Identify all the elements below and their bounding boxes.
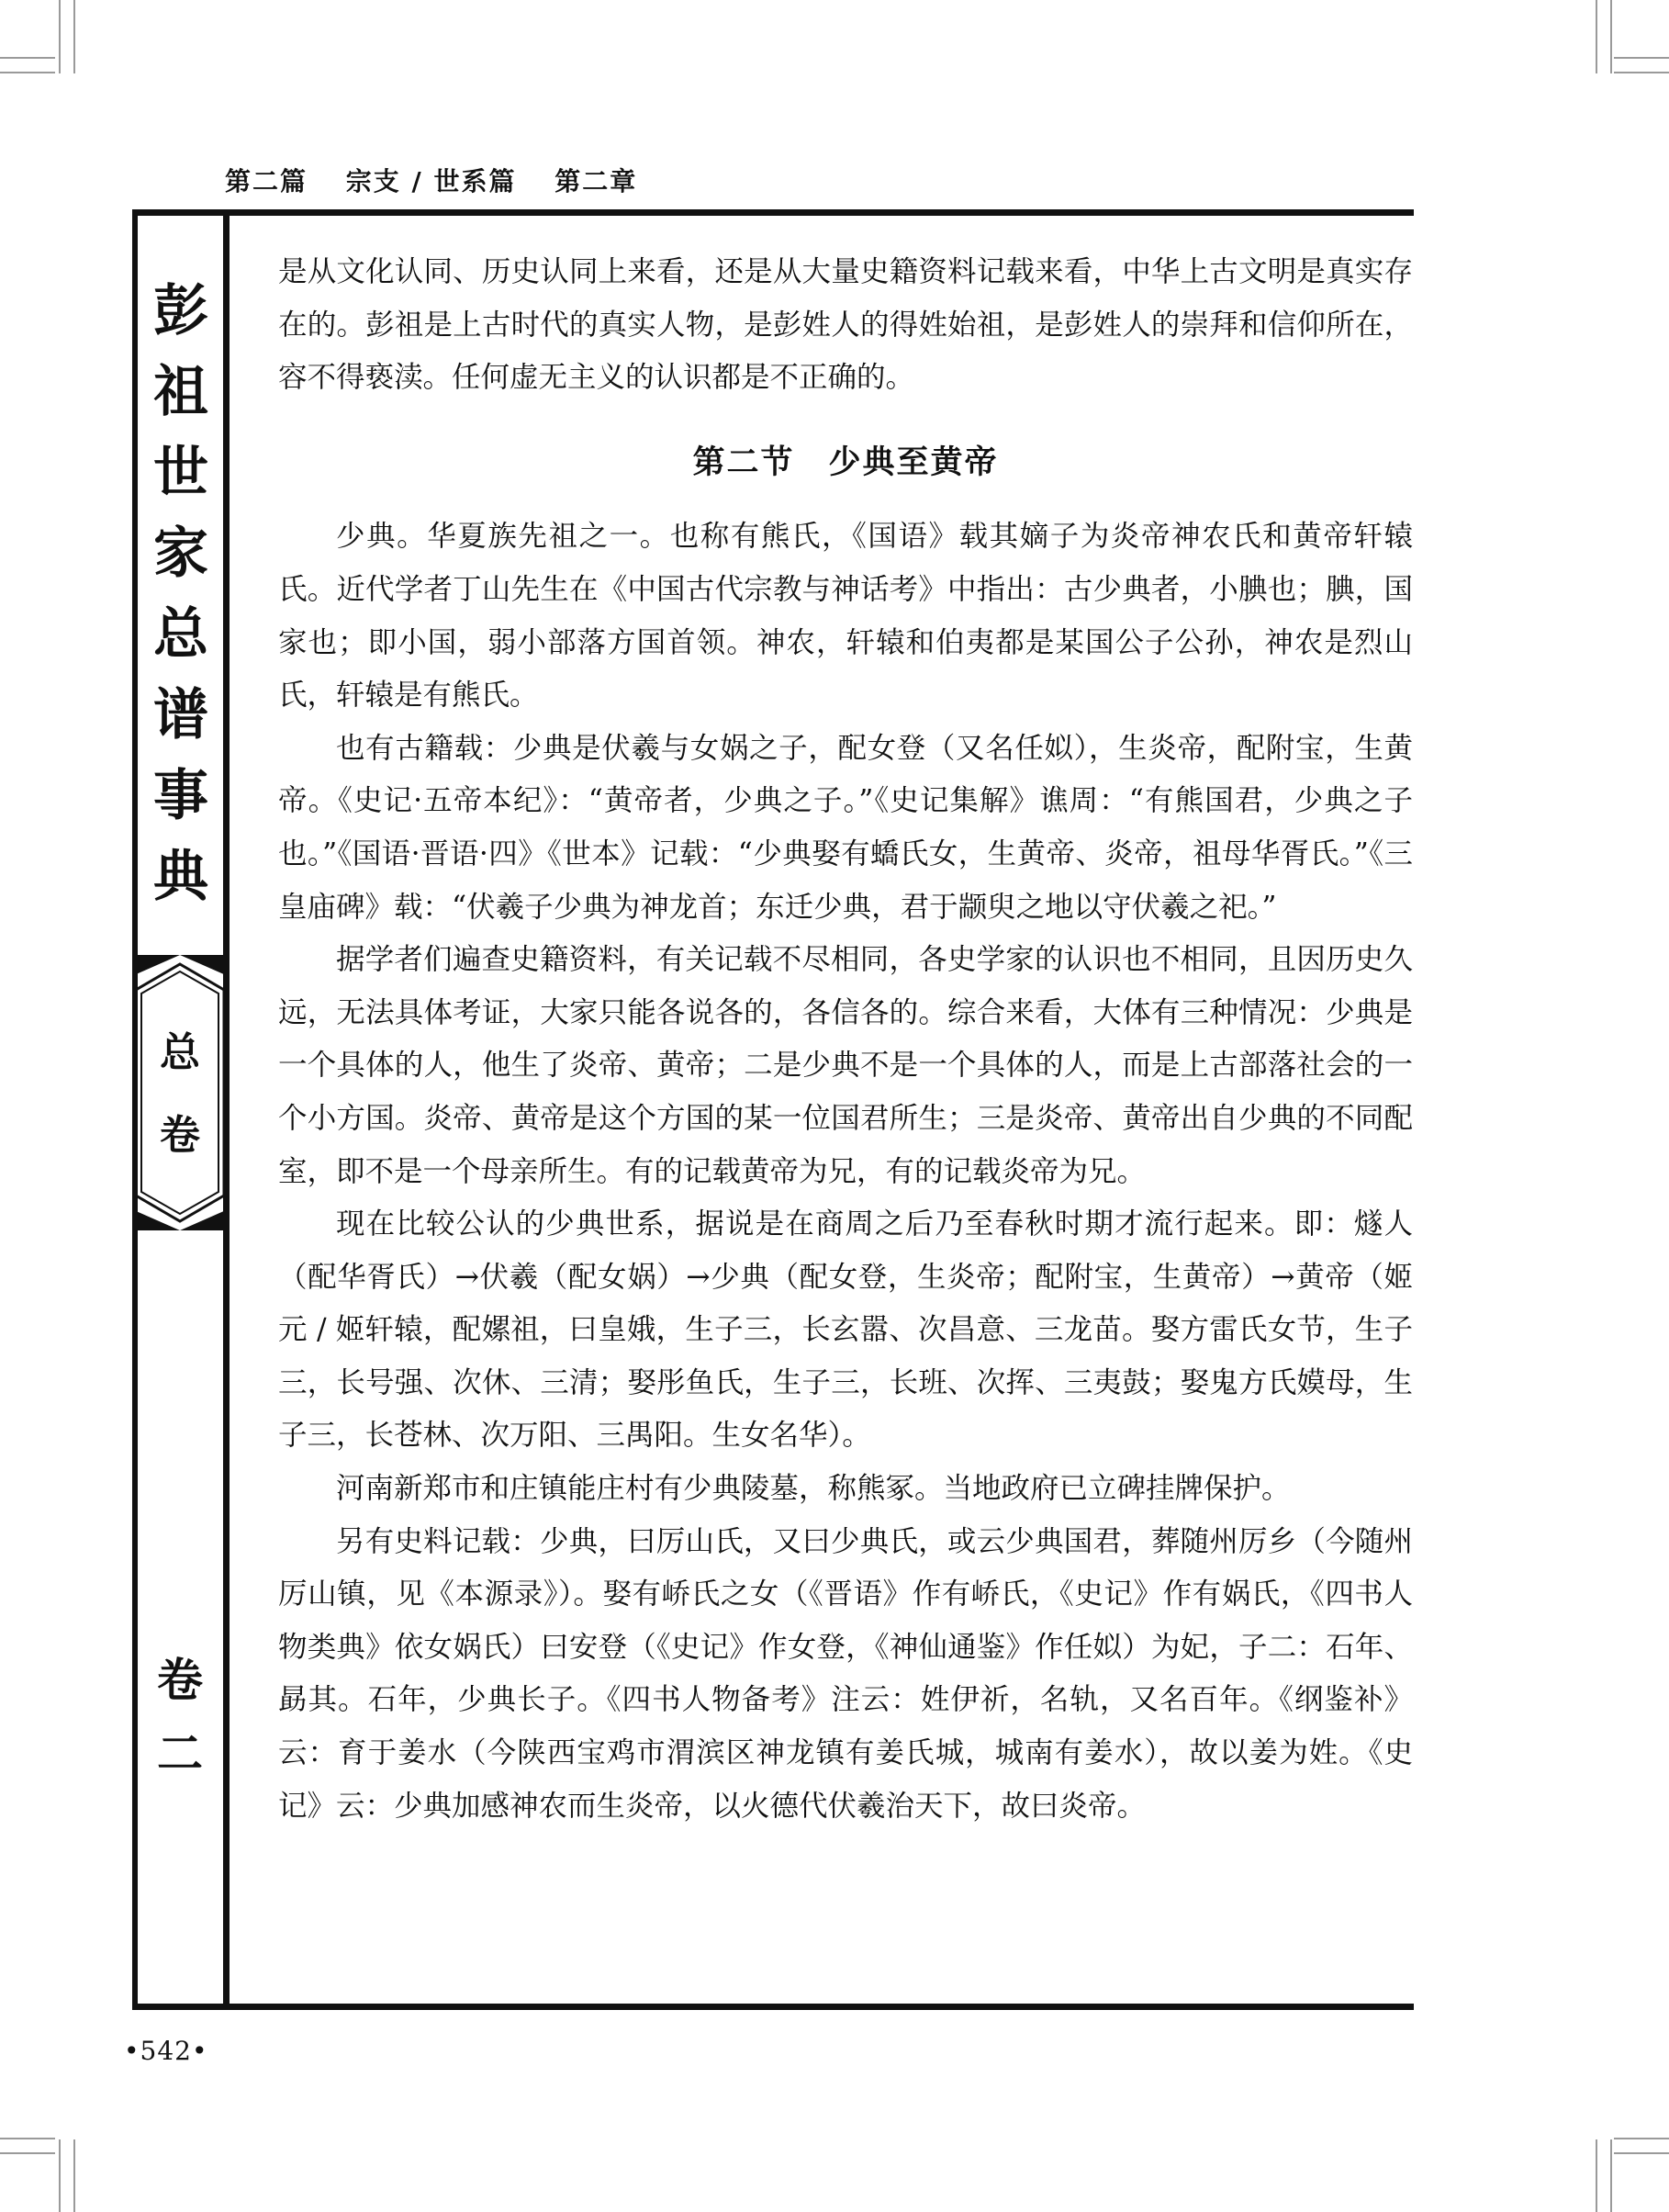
crop-mark — [1614, 72, 1669, 73]
crop-mark — [1614, 57, 1669, 59]
main-content — [278, 246, 1413, 1833]
juan-label — [134, 1644, 226, 1791]
body-paragraph: 另有史料记载：少典，曰厉山氏，又曰少典氏，或云少典国君，葬随州厉乡（今随州厉山镇，见《本源录》）。娶有峤氏之女（《晋语》作有峤氏，《史记》作有娲氏，《四书人物类典》依女娲氏）曰安登（《史记》作女登，《神仙通鉴》作任姒）为妃，子二：石年、勗其。石年，少典长子。《四书人物备考》注云：姓伊祈，名轨，又名百年。《纲鉴补》云：育于姜水（今陕西宝鸡市渭滨区神龙镇有姜氏城，城南有姜水），故以姜为姓。《史记》云：少典加感神农而生炎帝，以火德代伏羲治天下，故曰炎帝。 — [278, 1524, 1413, 1823]
spine-title-char: 祖 — [153, 360, 208, 424]
crop-mark — [0, 2138, 55, 2139]
spine-title-char: 彭 — [153, 279, 208, 343]
volume-char: 卷 — [160, 1112, 200, 1159]
crop-mark — [73, 2139, 75, 2212]
crop-mark — [0, 2152, 55, 2154]
juan-char: 二 — [157, 1727, 203, 1780]
crop-mark — [1596, 2139, 1597, 2212]
crop-mark — [0, 57, 55, 59]
body-paragraph: 河南新郑市和庄镇能庄村有少典陵墓，称熊冢。当地政府已立碑挂牌保护。 — [336, 1472, 1291, 1506]
body-paragraph: 少典。华夏族先祖之一。也称有熊氏，《国语》载其嫡子为炎帝神农氏和黄帝轩辕氏。近代学者丁山先生在《中国古代宗教与神话考》中指出：古少典者，小腆也；腆，国家也；即小国，弱小部落方国首领。神农，轩辕和伯夷都是某国公子公孙，神农是烈山氏，轩辕是有熊氏。 — [278, 520, 1413, 713]
spine-title-char: 典 — [153, 845, 208, 909]
spine-title-char: 谱 — [153, 683, 208, 747]
body-paragraph: 也有古籍载：少典是伏羲与女娲之子，配女登（又名任姒），生炎帝，配附宝，生黄帝。《史记·五帝本纪》：“黄帝者，少典之子。”《史记集解》谯周：“有熊国君，少典之子也。”《国语·晋语·四》《世本》记载：“少典娶有蟜氏女，生黄帝、炎帝，祖母华胥氏。”《三皇庙碑》载：“伏羲子少典为神龙首；东迁少典，君于颛臾之地以守伏羲之祀。” — [278, 731, 1413, 924]
section-title: 第二节 少典至黄帝 — [692, 443, 999, 481]
spine-title-char: 家 — [153, 522, 208, 586]
juan-char: 卷 — [157, 1654, 203, 1707]
diamond-frame-icon — [134, 955, 226, 1230]
crop-mark — [1610, 0, 1612, 73]
page-number: •542• — [124, 2036, 208, 2066]
running-head-part: 第二篇 — [225, 166, 308, 196]
top-rule — [132, 209, 1414, 216]
crop-mark — [0, 72, 55, 73]
spine-title-char: 事 — [153, 764, 208, 828]
crop-mark — [59, 0, 61, 73]
bottom-rule — [132, 2004, 1414, 2010]
crop-mark — [1614, 2138, 1669, 2139]
crop-mark — [59, 2139, 61, 2212]
body-paragraph: 现在比较公认的少典世系，据说是在商周之后乃至春秋时期才流行起来。即：燧人（配华胥氏）→伏羲（配女娲）→少典（配女登，生炎帝；配附宝，生黄帝）→黄帝（姬元 / 姬轩辕，配嫘祖，曰皇娥，生子三，长玄嚣、次昌意、三龙苗。娶方雷氏女节，生子三，长号强、次休、三清；娶彤鱼氏，生子三，长班、次挥、三夷鼓；娶鬼方氏嫫母，生子三，长苍林、次万阳、三禺阳。生女名华）。 — [278, 1207, 1413, 1453]
body-paragraph: 据学者们遍查史籍资料，有关记载不尽相同，各史学家的认识也不相同，且因历史久远，无法具体考证，大家只能各说各的，各信各的。综合来看，大体有三种情况：少典是一个具体的人，他生了炎帝、黄帝；二是少典不是一个具体的人，而是上古部落社会的一个小方国。炎帝、黄帝是这个方国的某一位国君所生；三是炎帝、黄帝出自少典的不同配室，即不是一个母亲所生。有的记载黄帝为兄，有的记载炎帝为兄。 — [278, 943, 1413, 1188]
opening-paragraph: 是从文化认同、历史认同上来看，还是从大量史籍资料记载来看，中华上古文明是真实存在的。彭祖是上古时代的真实人物，是彭姓人的得姓始祖，是彭姓人的崇拜和信仰所在，容不得亵渎。任何虚无主义的认识都是不正确的。 — [278, 255, 1413, 395]
running-head-chapter: 第二章 — [554, 166, 638, 196]
crop-mark — [73, 0, 75, 73]
running-head-section: 宗支 / 世系篇 — [345, 166, 517, 196]
running-head — [225, 162, 665, 198]
volume-diamond-badge — [134, 955, 226, 1230]
spine-book-title — [134, 271, 228, 917]
crop-mark — [1614, 2152, 1669, 2154]
crop-mark — [1596, 0, 1597, 73]
spine-title-char: 总 — [153, 602, 208, 667]
volume-char: 总 — [160, 1029, 200, 1076]
crop-mark — [1610, 2139, 1612, 2212]
spine-title-char: 世 — [153, 441, 208, 505]
